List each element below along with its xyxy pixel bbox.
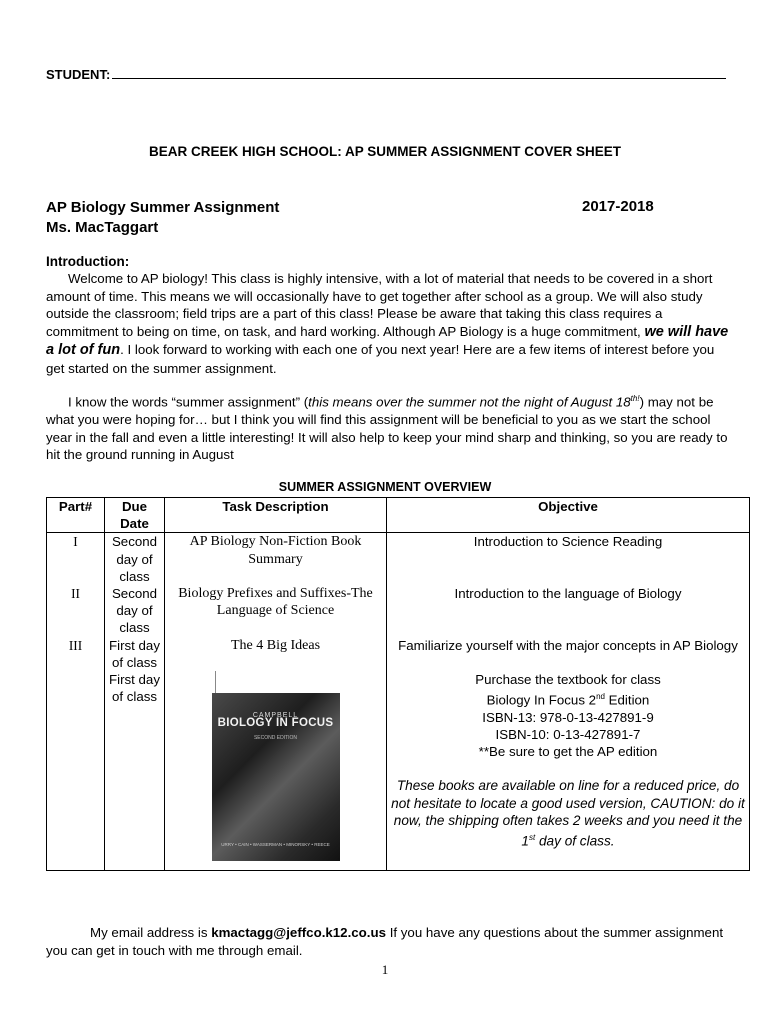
email-paragraph: [46, 924, 730, 959]
intro-p1-text: Welcome to AP biology! This class is highly intensive, with a lot of material that needs to be covered in a short amount of time. This means we will occasionally have to get together after school as a group. We will also study outside the classroom; field trips are a part of this class! Please be aware that taking this class requires a commitment to being on time, on task, and hard working. Although AP Biology is a huge commitment,: [46, 271, 713, 339]
caution-text: These books are available on line for a reduced price, do not hesitate to locate a good used version, CAUTION: do it now, the shipping often takes 2 weeks and you need it the 1: [391, 778, 745, 849]
part-cell: II: [47, 585, 105, 637]
intro-p2-sup: th!: [630, 394, 640, 403]
intro-p2-text-end: ) may not be what you were hoping for… but I think you will find this assignment will be beneficial to you as we start the school year in the fall and even a little interesting! It will also help to keep your mind sharp and thinking, so you are ready to hit the ground running in August: [46, 394, 728, 463]
isbn10-line: ISBN-10: 0-13-427891-7: [495, 727, 641, 743]
table-row: [47, 533, 750, 585]
email-post: If you have any questions about the summer assignment you can get in touch with me through email.: [46, 925, 724, 958]
cover-title-text: BIOLOGY IN FOCUS: [217, 717, 334, 730]
edition-text-end: Edition: [604, 692, 650, 708]
intro-paragraph-2: [46, 390, 730, 464]
caution-text-end: day of class.: [535, 833, 615, 849]
part-cell: I: [47, 533, 105, 585]
purchase-caution-note: [391, 777, 745, 849]
divider-tick: [215, 671, 216, 693]
task-cell: AP Biology Non-Fiction Book Summary: [165, 533, 387, 585]
textbook-cover-image: [212, 693, 340, 861]
isbn13-line: ISBN-13: 978-0-13-427891-9: [482, 709, 654, 725]
header-part: Part#: [47, 498, 105, 533]
intro-heading: Introduction:: [46, 254, 130, 269]
textbook-cover-cell: [165, 671, 387, 870]
course-block: [46, 198, 279, 238]
student-label: STUDENT:: [46, 67, 111, 82]
page-number: 1: [381, 962, 389, 977]
due-cell: Second day of class: [105, 533, 165, 585]
objective-cell: Introduction to Science Reading: [387, 533, 750, 585]
due-cell: First day of class: [105, 637, 165, 671]
objective-cell: Familiarize yourself with the major concepts in AP Biology: [387, 637, 750, 671]
course-title: AP Biology Summer Assignment: [46, 199, 280, 216]
objective-line: Purchase the textbook for class: [475, 672, 661, 688]
school-year: 2017-2018: [582, 198, 654, 215]
header-due: Due Date: [105, 498, 165, 533]
objective-cell: [387, 671, 750, 870]
header-task: Task Description: [165, 498, 387, 533]
task-cell: The 4 Big Ideas: [165, 637, 387, 671]
email-pre: My email address is: [90, 925, 212, 940]
intro-paragraph-1: [46, 270, 730, 378]
table-header-row: [47, 498, 750, 533]
part-cell: III: [47, 637, 105, 671]
edition-text: Biology In Focus 2: [486, 692, 597, 708]
cover-author: CAMPBELL: [252, 712, 299, 720]
header-objective: Objective: [387, 498, 750, 533]
ap-edition-note: **Be sure to get the AP edition: [478, 744, 658, 760]
due-cell: First day of class: [105, 671, 165, 870]
objective-edition-line: [391, 688, 745, 709]
teacher-name: Ms. MacTaggart: [46, 219, 159, 236]
student-name-field[interactable]: [46, 66, 726, 82]
student-name-line[interactable]: [112, 66, 726, 79]
email-address-link[interactable]: kmactagg@jeffco.k12.co.us: [211, 925, 386, 940]
task-cell: Biology Prefixes and Suffixes-The Language of Science: [165, 585, 387, 637]
cover-authors: URRY • CAIN • WASSERMAN • MINORSKY • REECE: [221, 841, 330, 847]
overview-title: SUMMER ASSIGNMENT OVERVIEW: [278, 480, 492, 494]
intro-p1-text-end: . I look forward to working with each one of you next year! Here are a few items of interest before you get started on the summer assignment.: [46, 342, 715, 376]
caution-sup: st: [528, 833, 536, 843]
intro-p2-italic: this means over the summer not the night of August 18: [308, 394, 631, 410]
due-cell: Second day of class: [105, 585, 165, 637]
assignment-table: [46, 497, 750, 871]
intro-p1-emphasis: we will have a lot of fun: [46, 323, 729, 359]
table-row: [47, 585, 750, 637]
part-cell: [47, 671, 105, 870]
table-row: [47, 671, 750, 870]
cover-edition: SECOND EDITION: [253, 735, 298, 742]
cover-title: BEAR CREEK HIGH SCHOOL: AP SUMMER ASSIGNMENT COVER SHEET: [148, 144, 622, 159]
table-row: [47, 637, 750, 671]
objective-cell: Introduction to the language of Biology: [387, 585, 750, 637]
intro-p2-text: I know the words “summer assignment” (: [68, 394, 309, 410]
edition-sup: nd: [596, 692, 605, 702]
